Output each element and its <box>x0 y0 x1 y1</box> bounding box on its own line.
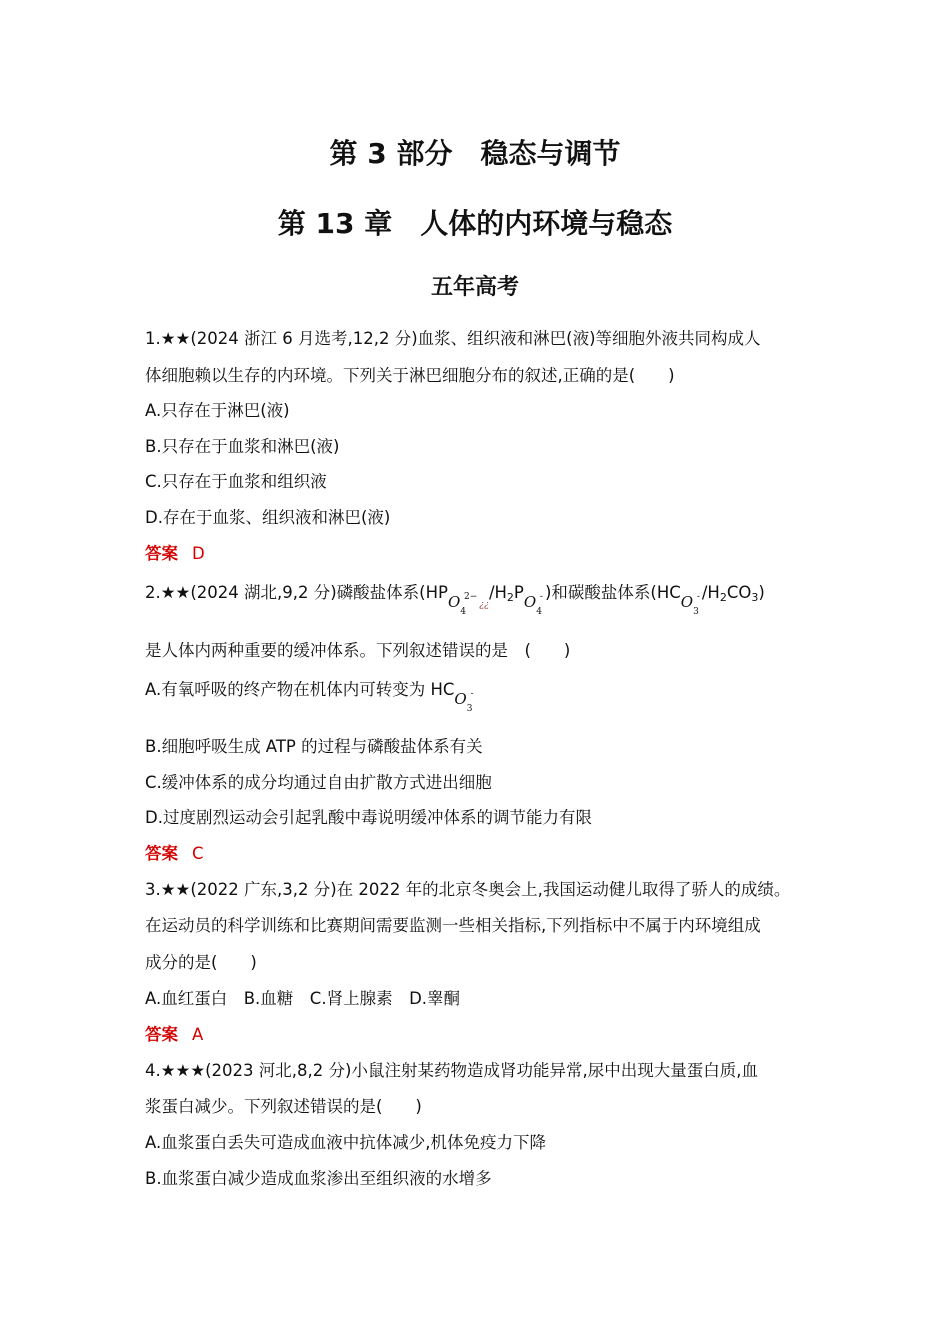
q1-option-b: B.只存在于血浆和淋巴(液) <box>145 437 340 456</box>
chem-hpo4 <box>448 588 489 620</box>
q1-option-c: C.只存在于血浆和组织液 <box>145 472 327 491</box>
chem-hco3 <box>681 588 702 620</box>
chem-sub-4: 4 <box>460 607 467 617</box>
q2-close-paren: ) <box>758 583 765 602</box>
chem-sub-4: 4 <box>536 607 542 617</box>
chem-o: O <box>454 690 467 708</box>
q2-p: P <box>513 583 524 602</box>
q2-answer <box>145 843 204 865</box>
chem-o: O <box>523 593 537 611</box>
q2-h2: /H <box>701 583 720 602</box>
q2-option-a <box>145 676 476 714</box>
chem-o: O <box>680 593 694 611</box>
q1-option-a: A.只存在于淋巴(液) <box>145 401 290 420</box>
chapter-title: 第 13 章 人体的内环境与稳态 <box>277 207 673 240</box>
q2-sub-2: 2 <box>506 591 514 604</box>
q2-option-c: C.缓冲体系的成分均通过自由扩散方式进出细胞 <box>145 773 492 792</box>
q1-stem-line2: 体细胞赖以生存的内环境。下列关于淋巴细胞分布的叙述,正确的是( ) <box>145 366 675 385</box>
q2-sub-2b: 2 <box>719 591 727 604</box>
q1-option-d: D.存在于血浆、组织液和淋巴(液) <box>145 508 391 527</box>
chem-sup-minus: - <box>539 592 543 602</box>
q2-sub-3: 3 <box>751 591 759 604</box>
chem-hco3 <box>454 685 475 717</box>
q2-carbonate-text: )和碳酸盐体系(HC <box>544 583 681 602</box>
chem-sup-2minus: 2− <box>464 592 478 602</box>
q3-stem-line2: 在运动员的科学训练和比赛期间需要监测一些相关指标,下列指标中不属于内环境组成 <box>145 916 761 935</box>
q2-stem-line1 <box>145 579 765 617</box>
q2-co: CO <box>726 583 752 602</box>
chem-h2po4 <box>524 588 545 620</box>
q4-stem-line2: 浆蛋白减少。下列叙述错误的是( ) <box>145 1097 422 1116</box>
chem-sub-3: 3 <box>693 607 699 617</box>
q1-stem-line1: 1.★★(2024 浙江 6 月选考,12,2 分)血浆、组织液和淋巴(液)等细胞外液共同构成人 <box>145 329 761 348</box>
q2-option-d: D.过度剧烈运动会引起乳酸中毒说明缓冲体系的调节能力有限 <box>145 808 592 827</box>
q4-option-b: B.血浆蛋白减少造成血浆渗出至组织液的水增多 <box>145 1169 492 1188</box>
chem-sub-3: 3 <box>466 704 473 714</box>
answer-value: A <box>192 1025 204 1044</box>
q3-answer <box>145 1024 203 1046</box>
chem-sup-minus: - <box>696 592 700 602</box>
chem-sup-minus: - <box>470 689 474 699</box>
chem-glitch: ¿¿ <box>479 600 489 610</box>
q2-h: /H <box>488 583 507 602</box>
q3-options: A.血红蛋白 B.血糖 C.肾上腺素 D.睾酮 <box>145 989 461 1008</box>
q4-stem-line1: 4.★★★(2023 河北,8,2 分)小鼠注射某药物造成肾功能异常,尿中出现大量蛋白质,血 <box>145 1061 758 1080</box>
section-title: 五年高考 <box>430 275 519 300</box>
answer-value: D <box>192 544 205 563</box>
q2-stem-line2: 是人体内两种重要的缓冲体系。下列叙述错误的是 ( ) <box>145 641 571 660</box>
q3-stem-line3: 成分的是( ) <box>145 953 257 972</box>
answer-label: 答案 <box>145 1025 178 1044</box>
part-title: 第 3 部分 稳态与调节 <box>329 137 621 170</box>
q2-option-a-text: A.有氧呼吸的终产物在机体内可转变为 HC <box>145 680 455 699</box>
answer-label: 答案 <box>145 544 178 563</box>
answer-label: 答案 <box>145 844 178 863</box>
answer-value: C <box>192 844 204 863</box>
chem-o: O <box>447 593 461 611</box>
q2-option-b: B.细胞呼吸生成 ATP 的过程与磷酸盐体系有关 <box>145 737 483 756</box>
q4-option-a: A.血浆蛋白丢失可造成血液中抗体减少,机体免疫力下降 <box>145 1133 546 1152</box>
q3-stem-line1: 3.★★(2022 广东,3,2 分)在 2022 年的北京冬奥会上,我国运动健儿取得了骄人的成绩。 <box>145 880 791 899</box>
q2-stem-prefix: 2.★★(2024 湖北,9,2 分)磷酸盐体系(HP <box>145 583 448 602</box>
q1-answer <box>145 543 205 565</box>
